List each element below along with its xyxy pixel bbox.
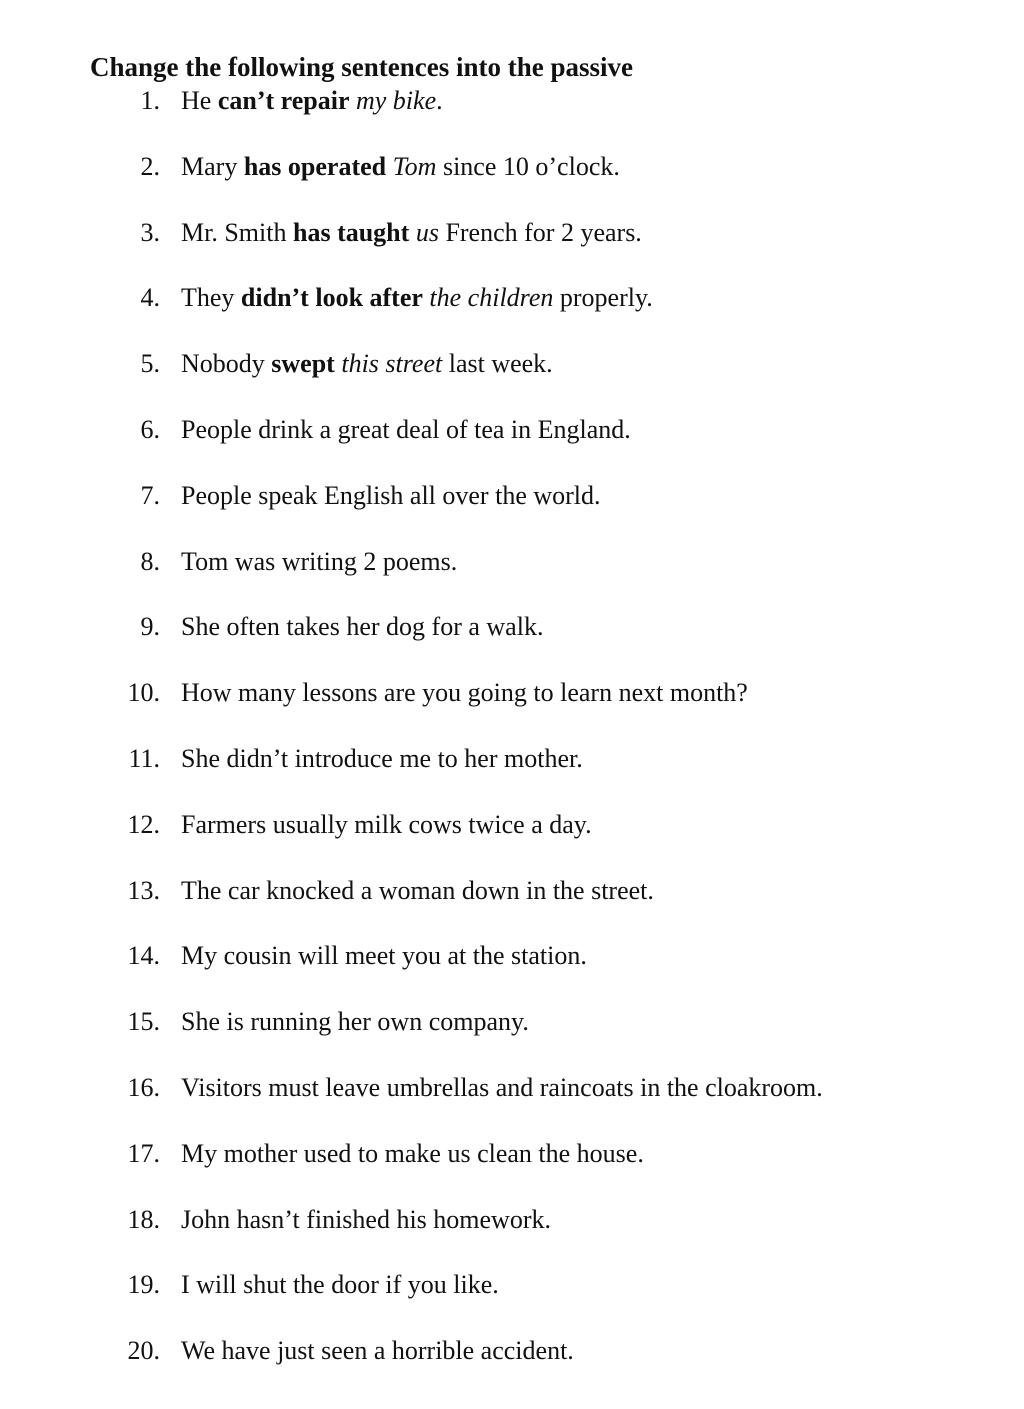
sentence-text: Visitors must leave umbrellas and raincoats in the cloakroom. [181,1073,823,1102]
item-number: 9. [140,612,160,642]
sentence-text: He [181,86,218,115]
list-item [0,152,1024,192]
item-sentence [181,349,553,379]
item-sentence [181,744,583,774]
item-number: 13. [127,875,160,905]
item-number: 16. [127,1073,160,1102]
item-number: 10. [127,678,160,708]
item-number: 5. [140,349,160,379]
item-sentence [181,612,543,642]
item-number: 6. [140,415,160,444]
sentence-text: Mr. Smith [181,217,293,247]
item-sentence [181,1270,499,1300]
item-number: 7. [140,480,160,510]
item-sentence [181,86,443,116]
sentence-text: She didn’t introduce me to her mother. [181,744,583,773]
list-item [0,86,1024,126]
item-sentence [181,941,587,971]
item-sentence [181,1073,823,1103]
list-item [0,876,1024,916]
item-number: 14. [127,941,160,971]
list-item [0,1205,1024,1245]
item-sentence [181,547,457,577]
verb-phrase: can’t repair [217,86,350,115]
item-sentence [181,218,642,248]
sentence-text: They [181,283,241,313]
sentence-text: My mother used to make us clean the house. [181,1138,644,1168]
verb-phrase: has taught [292,217,410,247]
object-phrase: this street [341,349,443,379]
item-sentence [181,1139,644,1169]
item-sentence [181,1007,529,1037]
sentence-text: Farmers usually milk cows twice a day. [181,809,592,839]
sentence-text: My cousin will meet you at the station. [181,941,587,971]
item-number: 2. [140,151,160,181]
sentence-text: People drink a great deal of tea in England. [181,415,631,444]
item-number: 4. [140,283,160,313]
item-number: 8. [140,546,160,576]
item-sentence [181,1336,574,1366]
sentence-text: We have just seen a horrible accident. [181,1336,574,1366]
item-sentence [181,415,631,445]
list-item [0,547,1024,587]
list-item [0,612,1024,652]
sentence-text: How many lessons are you going to learn next month? [181,678,748,708]
item-sentence [181,481,601,511]
sentence-text: People speak English all over the world. [181,480,601,510]
sentence-text: French for 2 years. [438,217,642,247]
sentence-text: Tom was writing 2 poems. [181,546,458,576]
sentence-text: Mary [181,151,244,181]
item-sentence [181,810,592,840]
sentence-text: The car knocked a woman down in the street. [181,875,654,905]
item-number: 17. [127,1138,160,1168]
object-phrase: my bike [355,86,437,115]
list-item [0,349,1024,389]
item-sentence [181,678,748,708]
worksheet-title: Change the following sentences into the passive [90,52,634,82]
list-item [0,481,1024,521]
sentence-text: properly. [553,283,653,313]
list-item [0,810,1024,850]
list-item [0,283,1024,323]
list-item [0,941,1024,981]
item-number: 3. [140,217,160,247]
list-item [0,1073,1024,1113]
item-sentence [181,876,654,906]
sentence-text: last week. [442,349,553,379]
sentence-text: . [436,86,443,115]
item-number: 19. [127,1270,160,1300]
list-item [0,1336,1024,1376]
list-item [0,1007,1024,1047]
item-number: 12. [127,809,160,839]
sentence-text: She often takes her dog for a walk. [181,612,544,642]
list-item [0,678,1024,718]
item-number: 18. [127,1204,160,1234]
sentence-text: I will shut the door if you like. [181,1270,499,1300]
item-sentence [181,1205,551,1235]
verb-phrase: swept [271,349,335,379]
sentence-text: Nobody [181,349,272,379]
item-number: 11. [128,744,160,773]
item-sentence [181,152,620,182]
list-item [0,1139,1024,1179]
list-item [0,415,1024,455]
list-item [0,218,1024,258]
object-phrase: the children [429,283,554,313]
sentence-text: since 10 o’clock. [436,151,620,181]
item-number: 20. [127,1336,160,1366]
item-sentence [181,283,653,313]
verb-phrase: has operated [243,151,387,181]
sentence-text: She is running her own company. [181,1007,529,1037]
list-item [0,744,1024,784]
object-phrase: Tom [392,151,437,181]
object-phrase: us [415,217,439,247]
item-number: 1. [140,86,160,115]
verb-phrase: didn’t look after [240,283,423,313]
item-number: 15. [127,1007,160,1037]
sentence-text: John hasn’t finished his homework. [181,1204,551,1234]
list-item [0,1270,1024,1310]
